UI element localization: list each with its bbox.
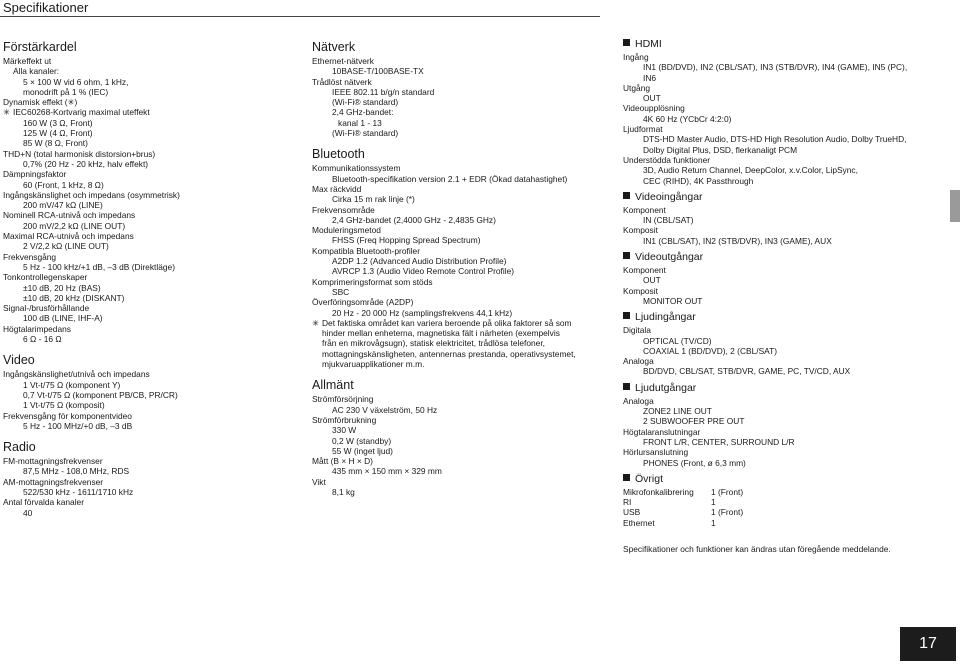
spec-value: 522/530 kHz - 1611/1710 kHz [23,486,134,497]
spec-value: OUT [643,275,661,286]
spec-label: Vikt [312,476,326,487]
section-heading-general: Allmänt [312,378,354,393]
spec-value: Cirka 15 m rak linje (*) [332,194,415,205]
spec-value: MONITOR OUT [643,295,703,306]
spec-value: 435 mm × 150 mm × 329 mm [332,466,442,477]
square-bullet-icon [623,383,630,390]
section-heading-text: Övrigt [635,472,664,485]
spec-label: Märkeffekt ut [3,56,52,66]
spec-value: IN6 [643,72,657,83]
spec-value: 4K 60 Hz (YCbCr 4:2:0) [643,113,732,124]
section-heading-radio: Radio [3,440,36,455]
footnote-line: från en mikrovågsugn), statisk elektricitet, trådlösa telefoner, [322,338,545,349]
spec-value: 1 Vt-t/75 Ω (komposit) [23,400,105,411]
spec-value: A2DP 1.2 (Advanced Audio Distribution Profile) [332,256,507,267]
spec-value: BD/DVD, CBL/SAT, STB/DVR, GAME, PC, TV/CD, AUX [643,366,851,377]
spec-value: 40 [23,507,33,518]
spec-label: Komponent [623,265,666,276]
spec-value: ±10 dB, 20 kHz (DISKANT) [23,292,125,303]
spec-label: Understödda funktioner [623,154,711,165]
spec-value: 3D, Audio Return Channel, DeepColor, x.v.Color, LipSync, [643,165,858,176]
spec-value: 2,4 GHz-bandet (2,4000 GHz - 2,4835 GHz) [332,214,496,225]
spec-row-key: RI [623,497,632,508]
spec-value: (Wi-Fi® standard) [332,97,399,108]
spec-label: Tonkontrollegenskaper [3,272,88,283]
spec-value: OUT [643,93,661,104]
spec-label: Hörlursanslutning [623,447,689,458]
spec-value: 2 SUBWOOFER PRE OUT [643,416,745,427]
spec-row [623,518,953,528]
spec-label: Dynamisk effekt (✳) [3,97,78,108]
spec-label: Komposit [623,285,658,296]
spec-row [623,507,953,517]
section-heading-video-inputs [623,191,953,204]
spec-value: 125 W (4 Ω, Front) [23,128,93,139]
spec-label: Alla kanaler: [13,66,60,77]
section-heading-audio-outputs [623,382,953,395]
spec-value: kanal 1 - 13 [338,117,382,128]
spec-label: Ethernet-nätverk [312,56,374,66]
spec-value: DTS-HD Master Audio, DTS-HD High Resolution Audio, Dolby TrueHD, [643,134,907,145]
spec-label: Strömförbrukning [312,414,377,425]
spec-value: ±10 dB, 20 Hz (BAS) [23,282,101,293]
square-bullet-icon [623,312,630,319]
spec-value: 1 Vt-t/75 Ω (komponent Y) [23,379,121,390]
spec-label: Nominell RCA-utnivå och impedans [3,210,136,221]
spec-value: 100 dB (LINE, IHF-A) [23,313,103,324]
spec-label: Analoga [623,356,654,367]
spec-label: Högtalaranslutningar [623,426,701,437]
spec-note-text: IEC60268-Kortvarig maximal uteffekt [13,107,150,118]
spec-label: Digitala [623,325,651,336]
spec-value: 0,2 W (standby) [332,435,392,446]
spec-label: Ingång [623,52,649,62]
spec-row-value: 1 (Front) [711,486,744,497]
spec-value: 8,1 kg [332,486,355,497]
spec-row-value: 1 [711,497,716,508]
asterisk-icon: ✳ [312,317,320,328]
spec-value: 5 × 100 W vid 6 ohm, 1 kHz, [23,76,129,87]
square-bullet-icon [623,39,630,46]
section-heading-bluetooth: Bluetooth [312,147,365,162]
spec-label: Strömförsörjning [312,394,374,405]
spec-label: THD+N (total harmonisk distorsion+brus) [3,148,156,159]
spec-row-key: Mikrofonkalibrering [623,486,694,497]
spec-label: Trådlöst nätverk [312,76,372,87]
section-heading-other [623,473,953,486]
square-bullet-icon [623,252,630,259]
spec-label: Mått (B × H × D) [312,456,373,467]
spec-label: FM-mottagningsfrekvenser [3,456,103,467]
spec-value: 6 Ω - 16 Ω [23,334,62,345]
spec-value: COAXIAL 1 (BD/DVD), 2 (CBL/SAT) [643,345,778,356]
spec-value: 60 (Front, 1 kHz, 8 Ω) [23,179,104,190]
spec-label: Högtalarimpedans [3,323,71,334]
spec-value: 160 W (3 Ω, Front) [23,117,93,128]
spec-label: Frekvensgång [3,251,57,262]
title-rule [0,16,600,17]
spec-label: Signal-/brusförhållande [3,303,90,314]
spec-label: Ingångskänslighet/utnivå och impedans [3,369,150,380]
spec-label: Komposit [623,225,658,236]
square-bullet-icon [623,474,630,481]
spec-value: AC 230 V växelström, 50 Hz [332,404,438,415]
spec-value: AVRCP 1.3 (Audio Video Remote Control Profile) [332,266,515,277]
spec-value: 5 Hz - 100 MHz/+0 dB, –3 dB [23,420,133,431]
spec-value: 200 mV/47 kΩ (LINE) [23,200,103,211]
spec-row [623,497,953,507]
column-amplifier-video-radio [3,38,298,518]
spec-value: PHONES (Front, ø 6,3 mm) [643,457,746,468]
spec-label: Max räckvidd [312,183,362,194]
spec-label: Moduleringsmetod [312,225,381,236]
spec-label: Analoga [623,395,654,406]
spec-value: 20 Hz - 20 000 Hz (samplingsfrekvens 44,1 kHz) [332,307,513,318]
spec-label: Komponent [623,204,666,215]
spec-value: 55 W (inget ljud) [332,445,393,456]
spec-value: ZONE2 LINE OUT [643,406,712,417]
spec-value: IN1 (CBL/SAT), IN2 (STB/DVR), IN3 (GAME), AUX [643,235,832,246]
spec-label: Frekvensområde [312,204,375,215]
spec-note [3,107,298,117]
spec-value: SBC [332,286,350,297]
spec-value: 0,7% (20 Hz - 20 kHz, halv effekt) [23,158,149,169]
spec-value: FHSS (Freq Hopping Spread Spectrum) [332,235,481,246]
spec-row-key: USB [623,507,641,518]
spec-row-value: 1 (Front) [711,507,744,518]
spec-row-value: 1 [711,517,716,528]
spec-value: 0,7 Vt-t/75 Ω (komponent PB/CB, PR/CR) [23,389,178,400]
spec-label: Ljudformat [623,124,663,135]
footnote-line: Det faktiska området kan variera beroende på olika faktorer så som [322,317,572,328]
spec-value: 200 mV/2,2 kΩ (LINE OUT) [23,220,126,231]
spec-label: Frekvensgång för komponentvideo [3,410,132,421]
spec-label: Videoupplösning [623,103,685,114]
page-number: 17 [900,627,956,661]
section-heading-audio-inputs [623,311,953,324]
spec-label: Komprimeringsformat som stöds [312,276,433,287]
spec-label: Dämpningsfaktor [3,169,67,180]
column-connectors [623,38,953,554]
spec-value: 2,4 GHz-bandet: [332,107,394,118]
spec-value: IN (CBL/SAT) [643,215,694,226]
spec-value: Bluetooth-specifikation version 2.1 + EDR (Ökad datahastighet) [332,173,568,184]
spec-value: (Wi-Fi® standard) [332,128,399,139]
spec-value: 2 V/2,2 kΩ (LINE OUT) [23,241,109,252]
section-heading-video: Video [3,353,35,368]
section-heading-network: Nätverk [312,40,356,54]
section-heading-text: HDMI [635,38,662,50]
spec-label: Kompatibla Bluetooth-profiler [312,245,421,256]
spec-value: IN1 (BD/DVD), IN2 (CBL/SAT), IN3 (STB/DVR), IN4 (GAME), IN5 (PC), [643,62,908,73]
page-title: Specifikationer [3,0,89,15]
spec-row-key: Ethernet [623,517,655,528]
section-heading-text: Videoingångar [635,190,703,203]
spec-value: OPTICAL (TV/CD) [643,335,712,346]
section-heading-video-outputs [623,251,953,264]
asterisk-icon: ✳ [3,107,11,118]
spec-label: Utgång [623,82,651,93]
footnote-line: mjukvaruapplikationer m.m. [322,359,425,370]
spec-value: IEEE 802.11 b/g/n standard [332,86,435,97]
section-heading-text: Ljudutgångar [635,381,697,394]
spec-label: Ingångskänslighet och impedans (osymmetrisk) [3,189,180,200]
spec-label: Antal förvalda kanaler [3,497,85,508]
spec-value: 87,5 MHz - 108,0 MHz, RDS [23,466,130,477]
section-heading-hdmi [623,38,953,51]
spec-row [623,487,953,497]
spec-value: Dolby Digital Plus, DSD, flerkanaligt PCM [643,144,798,155]
section-heading-amplifier: Förstärkardel [3,40,77,54]
bluetooth-footnote [312,318,612,369]
spec-value: 85 W (8 Ω, Front) [23,138,88,149]
spec-label: Kommunikationssystem [312,163,401,174]
square-bullet-icon [623,192,630,199]
spec-label: AM-mottagningsfrekvenser [3,476,104,487]
footnote-line: mottagningskänsligheten, antennernas prestanda, operativsystemet, [322,348,576,359]
column-network-bluetooth-general [312,38,612,497]
spec-value: 5 Hz - 100 kHz/+1 dB, –3 dB (Direktläge) [23,261,175,272]
spec-label: Överföringsområde (A2DP) [312,297,414,308]
footnote: Specifikationer och funktioner kan ändras utan föregående meddelande. [623,543,891,554]
spec-value: 10BASE-T/100BASE-TX [332,66,424,77]
spec-value: FRONT L/R, CENTER, SURROUND L/R [643,436,795,447]
spec-label: Maximal RCA-utnivå och impedans [3,231,134,242]
section-heading-text: Videoutgångar [635,251,704,264]
spec-value: monodrift på 1 % (IEC) [23,86,109,97]
footnote-line: hinder mellan enheterna, magnetiska fält i närheten (exempelvis [322,328,560,339]
spec-value: CEC (RIHD), 4K Passthrough [643,175,754,186]
spec-value: 330 W [332,425,357,436]
section-heading-text: Ljudingångar [635,311,696,324]
